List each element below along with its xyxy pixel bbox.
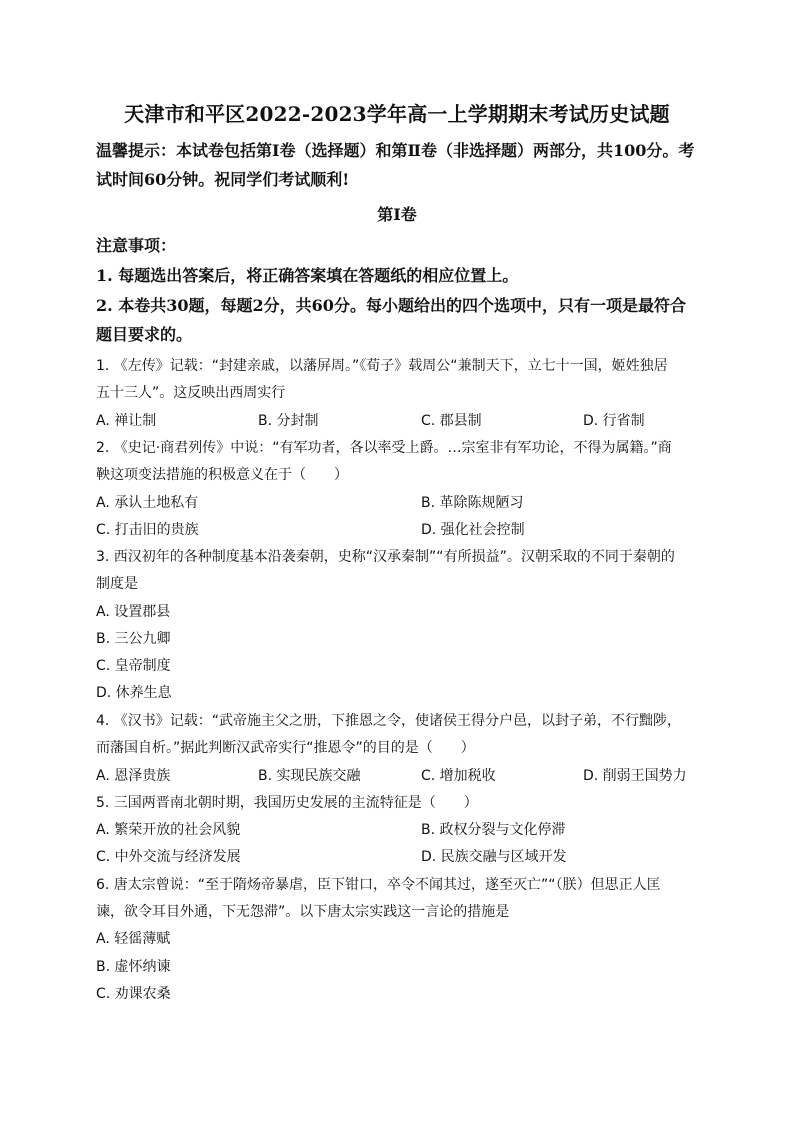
question-1-stem-line-1: 1. 《左传》记载：“封建亲戚，以藩屏周。”《荀子》载周公“兼制天下，立七十一国，姬姓独居 [96,358,668,374]
question-2-stem-line-1: 2. 《史记·商君列传》中说：“有军功者，各以率受上爵。…宗室非有军功论，不得为属籍。”商 [96,440,672,456]
question-5-option-b: B. 政权分裂与文化停滞 [421,822,566,838]
question-6-stem-line-2: 谏，欲令耳目外通，下无怨滞”。以下唐太宗实践这一言论的措施是 [96,904,510,920]
question-4-option-a: A. 恩泽贵族 [96,768,171,784]
question-4-option-d: D. 削弱王国势力 [583,768,687,784]
question-1-option-d: D. 行省制 [583,413,645,429]
question-3-option-c: C. 皇帝制度 [96,658,171,674]
question-5-option-d: D. 民族交融与区域开发 [421,849,567,865]
question-4-option-b: B. 实现民族交融 [258,768,361,784]
question-1-option-c: C. 郡县制 [421,413,482,429]
question-5-option-c: C. 中外交流与经济发展 [96,849,241,865]
question-2-option-d: D. 强化社会控制 [421,522,525,538]
notes-item-2-line-1: 2. 本卷共30题，每题2分，共60分。每小题给出的四个选项中，只有一项是最符合 [96,296,686,315]
question-3-stem-line-1: 3. 西汉初年的各种制度基本沿袭秦朝，史称“汉承秦制”“有所损益”。汉朝采取的不同于秦朝的 [96,549,675,565]
question-3-stem-line-2: 制度是 [96,576,138,592]
question-2-option-b: B. 革除陈规陋习 [421,495,524,511]
question-6-stem-line-1: 6. 唐太宗曾说：“至于隋炀帝暴虐，臣下钳口，卒令不闻其过，遂至灭亡”“（朕）但思正人匡 [96,877,661,893]
question-6-option-c: C. 劝课农桑 [96,986,171,1002]
question-5-stem-line-1: 5. 三国两晋南北朝时期，我国历史发展的主流特征是（ ） [96,795,478,811]
question-3-option-b: B. 三公九卿 [96,631,171,647]
notes-heading: 注意事项： [96,236,177,255]
question-1-option-a: A. 禅让制 [96,413,157,429]
question-6-option-b: B. 虚怀纳谏 [96,959,171,975]
tip-line-2: 试时间60分钟。祝同学们考试顺利! [96,170,350,189]
question-4-stem-line-1: 4. 《汉书》记载：“武帝施主父之册，下推恩之令，使诸侯王得分户邑，以封子弟，不行黜陟， [96,713,682,729]
question-2-option-a: A. 承认土地私有 [96,495,199,511]
question-4-stem-line-2: 而藩国自析。”据此判断汉武帝实行“推恩令”的目的是（ ） [96,740,475,756]
question-3-option-d: D. 休养生息 [96,685,172,701]
question-2-option-c: C. 打击旧的贵族 [96,522,199,538]
question-6-option-a: A. 轻徭薄赋 [96,931,171,947]
question-4-option-c: C. 增加税收 [421,768,496,784]
notes-item-2-line-2: 题目要求的。 [96,325,193,344]
notes-item-1: 1. 每题选出答案后，将正确答案填在答题纸的相应位置上。 [96,266,519,285]
question-5-option-a: A. 繁荣开放的社会风貌 [96,822,241,838]
tip-line-1: 温馨提示：本试卷包括第Ⅰ卷（选择题）和第Ⅱ卷（非选择题）两部分，共100分。考 [96,141,695,160]
question-2-stem-line-2: 鞅这项变法措施的积极意义在于（ ） [96,467,348,483]
section-title: 第Ⅰ卷 [377,205,417,224]
exam-title: 天津市和平区2022-2023学年高一上学期期末考试历史试题 [124,102,670,126]
question-1-stem-line-2: 五十三人”。这反映出西周实行 [96,385,286,401]
question-3-option-a: A. 设置郡县 [96,604,171,620]
question-1-option-b: B. 分封制 [258,413,319,429]
